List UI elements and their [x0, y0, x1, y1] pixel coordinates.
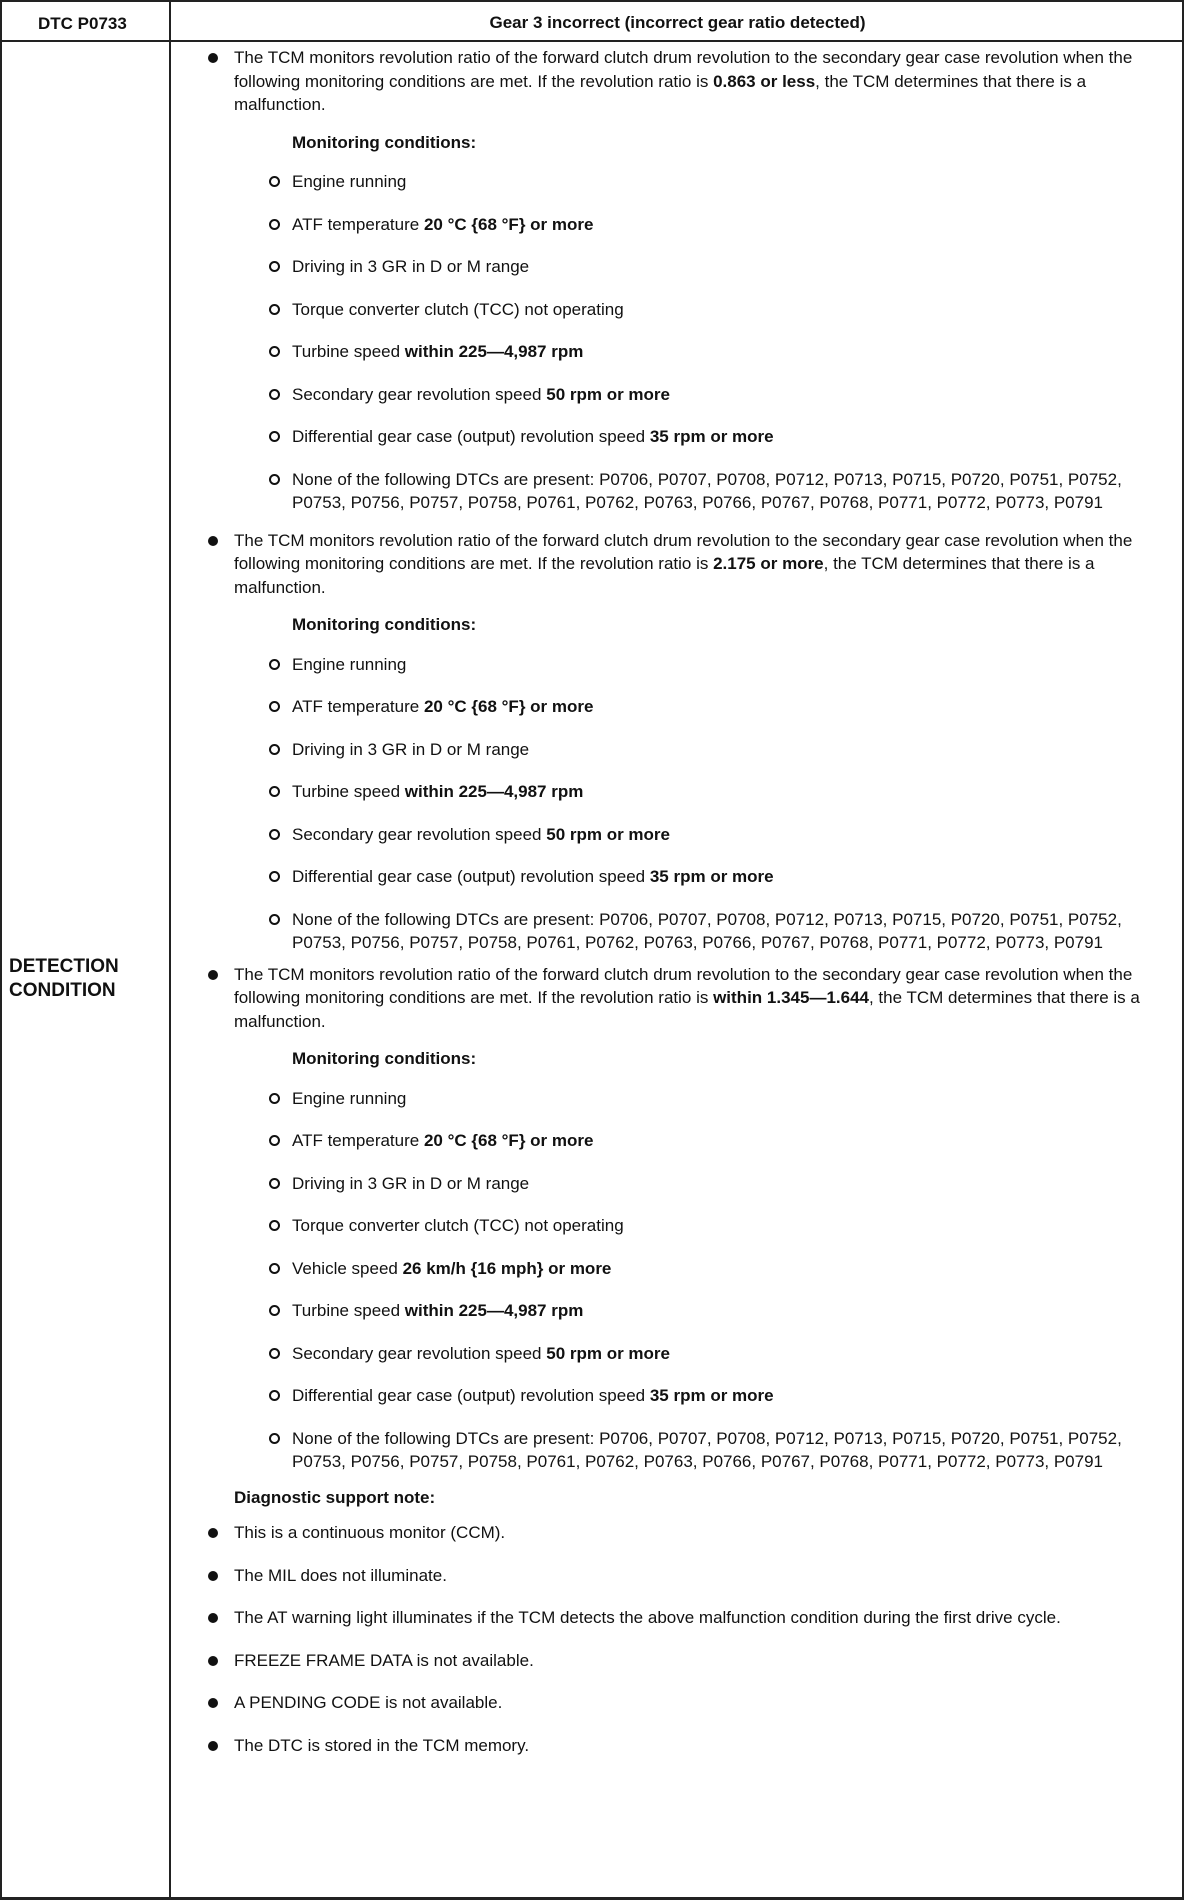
support-note-item: This is a continuous monitor (CCM).: [191, 1521, 1151, 1545]
monitoring-heading: Monitoring conditions:: [292, 132, 477, 152]
desc-text-end: , the TCM determines that there is a malfunction.: [234, 988, 1140, 1031]
page-title: Gear 3 incorrect (incorrect gear ratio detected): [489, 13, 866, 32]
monitoring-heading: Monitoring conditions:: [292, 615, 477, 634]
desc-threshold: within 1.345—1.644: [713, 988, 869, 1007]
table-header-divider: [0, 40, 1184, 42]
condition-item: Torque converter clutch (TCC) not operating: [191, 298, 1151, 322]
table-column-divider: [169, 0, 171, 1900]
condition-item: Torque converter clutch (TCC) not operating: [191, 1214, 1151, 1238]
desc-text-end: , the TCM determines that there is a malfunction.: [234, 71, 1087, 114]
desc-text: The TCM monitors revolution ratio of the forward clutch drum revolution to the secondary gear case revolution when the following monitoring conditions are met. If the revolution ratio is: [234, 964, 1133, 1007]
condition-item: Differential gear case (output) revolution speed 35 rpm or more: [191, 865, 1151, 889]
desc-text-end: , the TCM determines that there is a malfunction.: [234, 554, 1095, 597]
block-description: [191, 963, 1151, 1034]
condition-item-dtc-list: None of the following DTCs are present: P0706, P0707, P0708, P0712, P0713, P0715, P0720, P0751, P0752, P0753, P0756, P0757, P0758, P0761, P0762, P0763, P0766, P0767, P0768, P0771, P0772, P0773, P0791: [191, 468, 1151, 515]
condition-item: Engine running: [191, 170, 1151, 194]
monitoring-heading: Monitoring conditions:: [292, 1049, 477, 1068]
condition-item: Secondary gear revolution speed 50 rpm or more: [191, 1342, 1151, 1366]
condition-item: ATF temperature 20 °C {68 °F} or more: [191, 695, 1151, 719]
condition-item: Differential gear case (output) revolution speed 35 rpm or more: [191, 1384, 1151, 1408]
desc-text: The TCM monitors revolution ratio of the forward clutch drum revolution to the secondary gear case revolution when the following monitoring conditions are met. If the revolution ratio is: [234, 530, 1133, 573]
condition-item-dtc-list: None of the following DTCs are present: P0706, P0707, P0708, P0712, P0713, P0715, P0720, P0751, P0752, P0753, P0756, P0757, P0758, P0761, P0762, P0763, P0766, P0767, P0768, P0771, P0772, P0773, P0791: [191, 908, 1151, 955]
condition-item: Secondary gear revolution speed 50 rpm or more: [191, 823, 1151, 847]
block-description: [191, 529, 1151, 600]
condition-item: Engine running: [191, 1087, 1151, 1111]
detection-condition-content: [191, 46, 1151, 1776]
support-note-item: The DTC is stored in the TCM memory.: [191, 1734, 1151, 1758]
table-border-left: [0, 0, 2, 1900]
condition-item-dtc-list: None of the following DTCs are present: P0706, P0707, P0708, P0712, P0713, P0715, P0720, P0751, P0752, P0753, P0756, P0757, P0758, P0761, P0762, P0763, P0766, P0767, P0768, P0771, P0772, P0773, P0791: [191, 1427, 1151, 1474]
condition-block-2: [191, 529, 1151, 955]
support-note-item: The MIL does not illuminate.: [191, 1564, 1151, 1588]
section-label-line2: CONDITION: [9, 980, 116, 1001]
condition-item: ATF temperature 20 °C {68 °F} or more: [191, 213, 1151, 237]
support-note-heading: Diagnostic support note:: [234, 1487, 436, 1507]
condition-item: Turbine speed within 225—4,987 rpm: [191, 1299, 1151, 1323]
support-note-item: FREEZE FRAME DATA is not available.: [191, 1649, 1151, 1673]
desc-threshold: 2.175 or more: [713, 554, 824, 573]
condition-item: Secondary gear revolution speed 50 rpm or more: [191, 383, 1151, 407]
condition-item: ATF temperature 20 °C {68 °F} or more: [191, 1129, 1151, 1153]
condition-item: Turbine speed within 225—4,987 rpm: [191, 780, 1151, 804]
support-note-item: A PENDING CODE is not available.: [191, 1691, 1151, 1715]
table-border-top: [0, 0, 1184, 2]
condition-item: Driving in 3 GR in D or M range: [191, 738, 1151, 762]
block-description: [191, 46, 1151, 117]
desc-text: The TCM monitors revolution ratio of the forward clutch drum revolution to the secondary gear case revolution when the following monitoring conditions are met. If the revolution ratio is: [234, 48, 1133, 91]
section-label: [9, 955, 119, 1003]
support-note-section: [191, 1486, 1151, 1758]
desc-threshold: 0.863 or less: [713, 71, 816, 91]
condition-item: Engine running: [191, 653, 1151, 677]
condition-item: Driving in 3 GR in D or M range: [191, 1172, 1151, 1196]
section-label-line1: DETECTION: [9, 956, 119, 977]
condition-item: Differential gear case (output) revolution speed 35 rpm or more: [191, 425, 1151, 449]
condition-item: Vehicle speed 26 km/h {16 mph} or more: [191, 1257, 1151, 1281]
support-note-item: The AT warning light illuminates if the TCM detects the above malfunction condition during the first drive cycle.: [191, 1606, 1151, 1630]
condition-item: Turbine speed within 225—4,987 rpm: [191, 340, 1151, 364]
condition-item: Driving in 3 GR in D or M range: [191, 255, 1151, 279]
dtc-code: DTC P0733: [38, 14, 127, 33]
condition-block-3: [191, 963, 1151, 1474]
condition-block-1: [191, 46, 1151, 515]
